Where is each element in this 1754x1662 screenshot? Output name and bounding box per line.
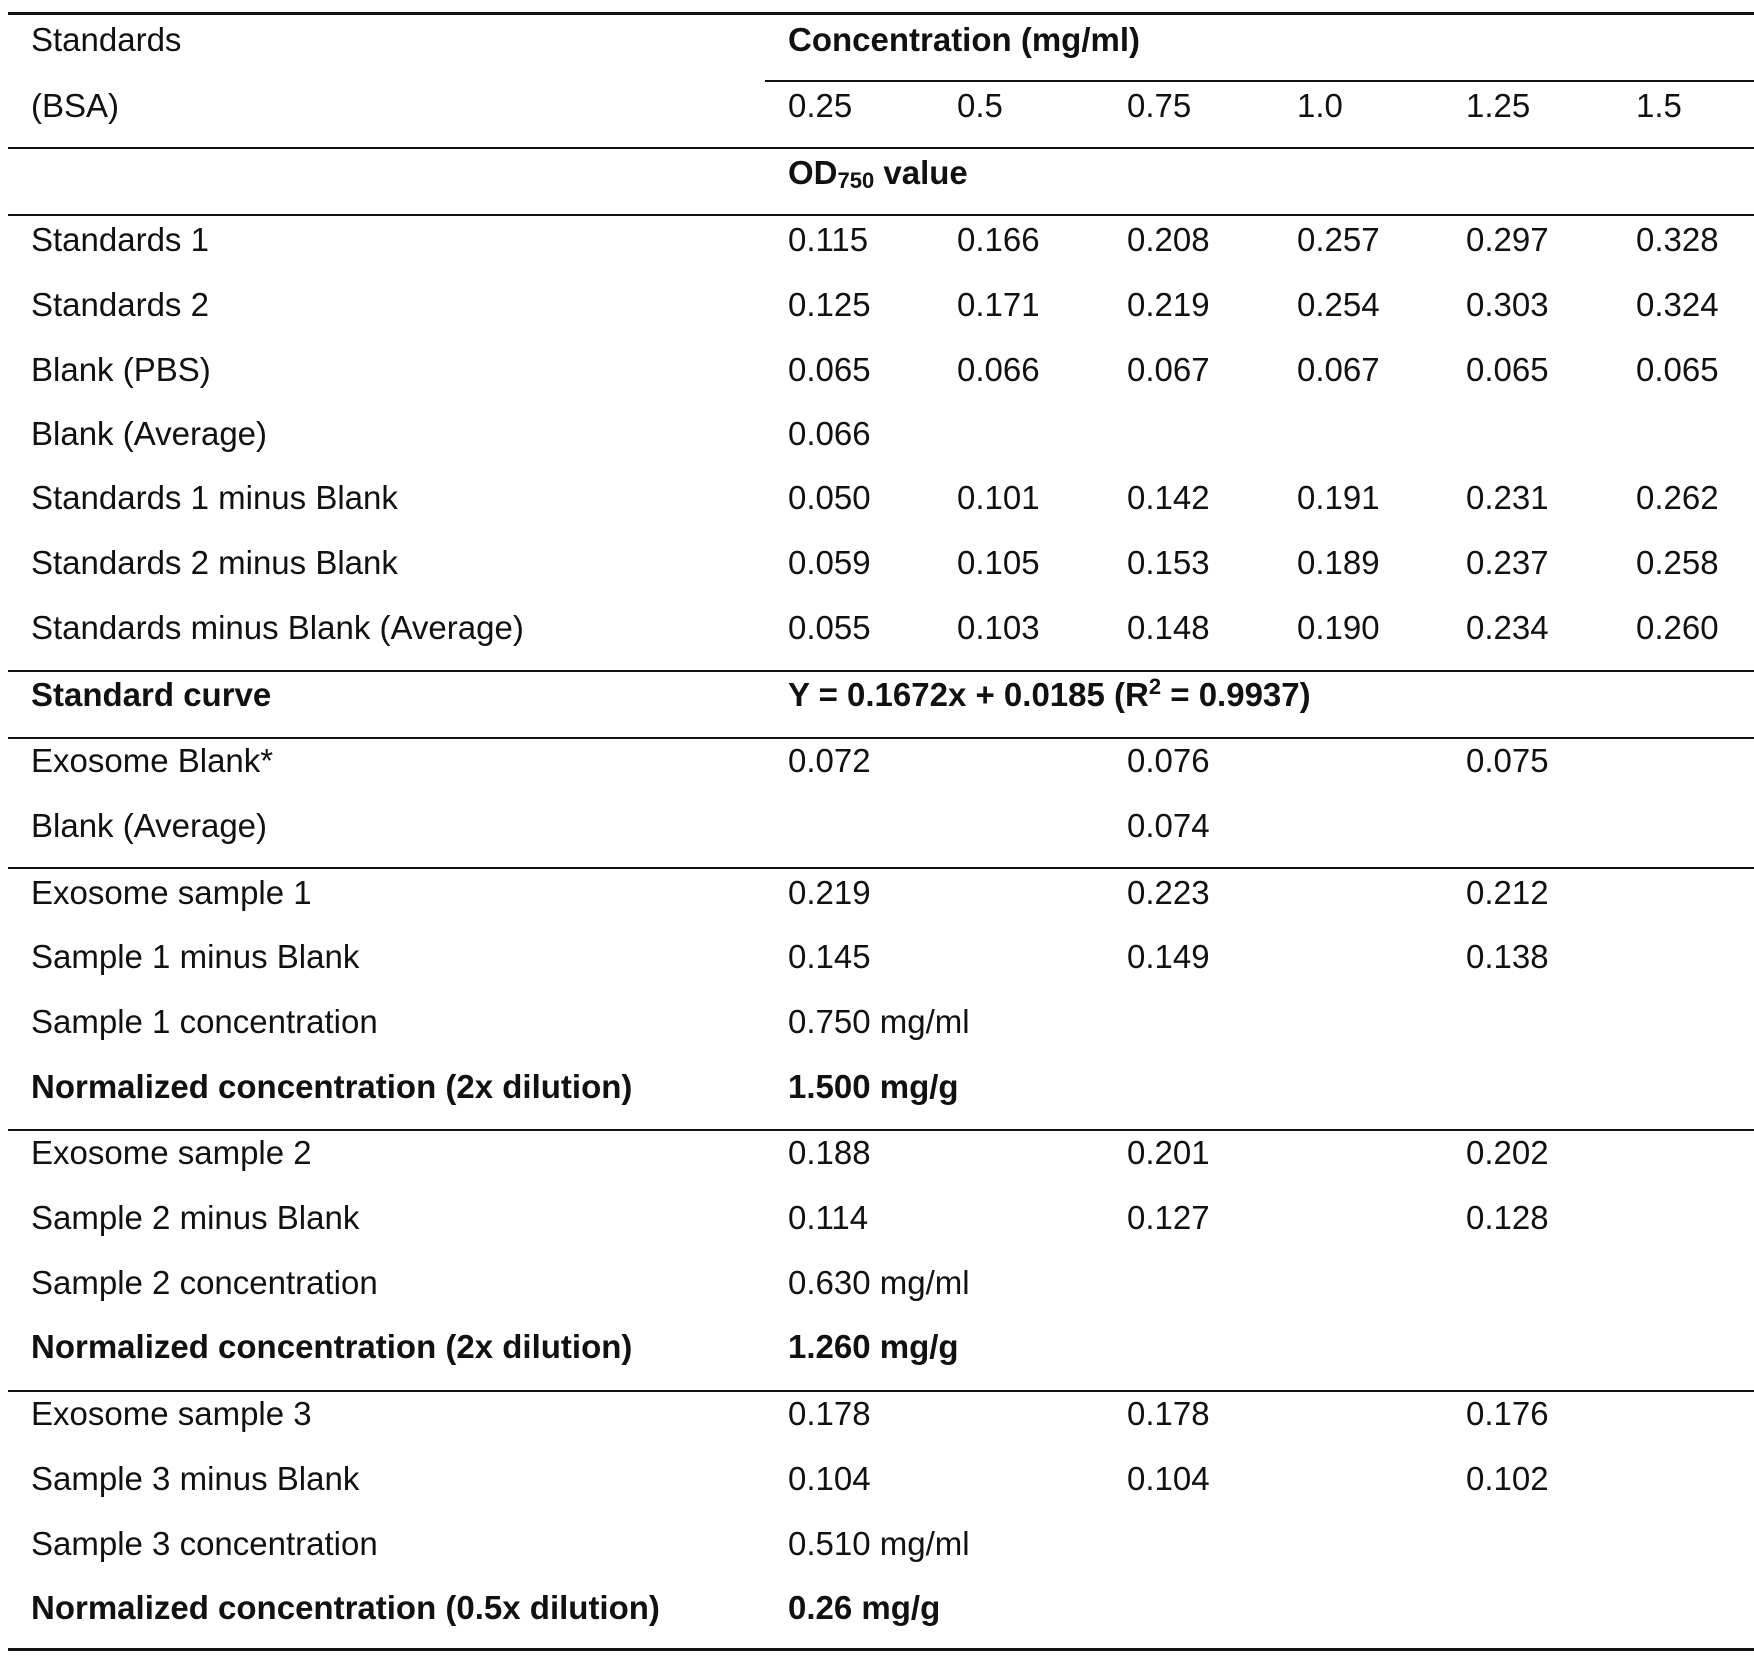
row-label: Exosome sample 3 — [31, 1395, 312, 1432]
table-cell: 0.189 — [1297, 544, 1380, 581]
table-cell: 0.254 — [1297, 286, 1380, 323]
header-label-line1: Standards — [31, 21, 182, 58]
exo-blank-rule — [8, 867, 1754, 869]
table-cell: 0.075 — [1466, 742, 1549, 779]
row-label: Sample 3 minus Blank — [31, 1460, 360, 1497]
row-label: Sample 2 minus Blank — [31, 1199, 360, 1236]
conc-header: 1.25 — [1466, 87, 1531, 124]
table-cell: 0.303 — [1466, 286, 1549, 323]
table-cell: 0.102 — [1466, 1460, 1549, 1497]
table-cell: 0.103 — [957, 609, 1040, 646]
table-cell: 0.178 — [1127, 1395, 1210, 1432]
table-cell: 0.237 — [1466, 544, 1549, 581]
conc-header: 0.5 — [957, 87, 1003, 124]
table-cell: 0.262 — [1636, 479, 1719, 516]
conc-header: 0.25 — [788, 87, 853, 124]
row-label: Sample 2 concentration — [31, 1264, 378, 1301]
row-label: Standards minus Blank (Average) — [31, 609, 524, 646]
conc-header: 1.5 — [1636, 87, 1682, 124]
table-cell: 0.202 — [1466, 1134, 1549, 1171]
row-label: Standards 2 minus Blank — [31, 544, 398, 581]
table-cell: 0.050 — [788, 479, 871, 516]
header-rule — [8, 147, 1754, 149]
table-cell: 0.065 — [1466, 351, 1549, 388]
curve-top-rule — [8, 670, 1754, 672]
table-cell: 0.066 — [788, 415, 871, 452]
table-cell: 0.072 — [788, 742, 871, 779]
table-cell: 0.105 — [957, 544, 1040, 581]
table-cell: 0.166 — [957, 221, 1040, 258]
od-suffix: value — [874, 154, 968, 191]
table-cell: 0.138 — [1466, 938, 1549, 975]
row-label: Sample 1 concentration — [31, 1003, 378, 1040]
table-cell: 0.149 — [1127, 938, 1210, 975]
table-cell: 0.190 — [1297, 609, 1380, 646]
table-cell: 0.328 — [1636, 221, 1719, 258]
table-cell: 0.127 — [1127, 1199, 1210, 1236]
table-cell: 0.145 — [788, 938, 871, 975]
table-cell: 0.153 — [1127, 544, 1210, 581]
curve-bottom-rule — [8, 737, 1754, 739]
sample3-rule — [8, 1390, 1754, 1392]
table-cell: 0.750 mg/ml — [788, 1003, 970, 1040]
row-label: Sample 3 concentration — [31, 1525, 378, 1562]
table-cell: 1.500 mg/g — [788, 1068, 959, 1105]
table-cell: 0.067 — [1297, 351, 1380, 388]
equation-suffix: = 0.9937) — [1161, 676, 1311, 713]
sample2-rule — [8, 1129, 1754, 1131]
table-cell: 0.223 — [1127, 874, 1210, 911]
table-cell: 0.219 — [1127, 286, 1210, 323]
equation-prefix: Y = 0.1672x + 0.0185 (R — [788, 676, 1149, 713]
table-cell: 0.231 — [1466, 479, 1549, 516]
table-cell: 0.114 — [788, 1199, 869, 1236]
concentration-rule — [765, 80, 1754, 82]
row-label: Normalized concentration (2x dilution) — [31, 1068, 633, 1105]
top-rule — [8, 12, 1754, 15]
table-cell: 0.065 — [1636, 351, 1719, 388]
equation-superscript: 2 — [1148, 674, 1162, 699]
row-label: Blank (Average) — [31, 807, 268, 844]
row-label: Standards 1 minus Blank — [31, 479, 398, 516]
row-label: Sample 1 minus Blank — [31, 938, 360, 975]
header-label-line2: (BSA) — [31, 87, 120, 124]
table-cell: 0.297 — [1466, 221, 1549, 258]
table-cell: 0.208 — [1127, 221, 1210, 258]
table-cell: 0.059 — [788, 544, 871, 581]
od-prefix: OD — [788, 154, 838, 191]
table-cell: 0.178 — [788, 1395, 871, 1432]
od-subscript: 750 — [837, 168, 875, 193]
table-cell: 0.066 — [957, 351, 1040, 388]
concentration-title: Concentration (mg/ml) — [788, 21, 1140, 58]
od-value-header — [788, 153, 968, 193]
row-label: Standards 2 — [31, 286, 209, 323]
table-cell: 0.188 — [788, 1134, 871, 1171]
od-rule — [8, 214, 1754, 216]
table-cell: 0.076 — [1127, 742, 1210, 779]
table-cell: 0.125 — [788, 286, 871, 323]
table-cell: 0.067 — [1127, 351, 1210, 388]
table-cell: 0.065 — [788, 351, 871, 388]
table-cell: 0.324 — [1636, 286, 1719, 323]
table-cell: 0.260 — [1636, 609, 1719, 646]
standard-curve-label: Standard curve — [31, 676, 272, 713]
table-cell: 0.219 — [788, 874, 871, 911]
table-cell: 0.258 — [1636, 544, 1719, 581]
row-label: Blank (Average) — [31, 415, 268, 452]
table-cell: 0.191 — [1297, 479, 1380, 516]
conc-header: 0.75 — [1127, 87, 1192, 124]
table-cell: 0.104 — [788, 1460, 871, 1497]
row-label: Standards 1 — [31, 221, 209, 258]
row-label: Normalized concentration (0.5x dilution) — [31, 1589, 660, 1626]
table-cell: 0.510 mg/ml — [788, 1525, 970, 1562]
table-cell: 0.115 — [788, 221, 869, 258]
table-cell: 0.148 — [1127, 609, 1210, 646]
table-cell: 0.104 — [1127, 1460, 1210, 1497]
conc-header: 1.0 — [1297, 87, 1343, 124]
row-label: Normalized concentration (2x dilution) — [31, 1328, 633, 1365]
table-cell: 0.128 — [1466, 1199, 1549, 1236]
table-cell: 0.234 — [1466, 609, 1549, 646]
table-cell: 0.26 mg/g — [788, 1589, 941, 1626]
row-label: Exosome sample 2 — [31, 1134, 312, 1171]
table-cell: 1.260 mg/g — [788, 1328, 959, 1365]
table-cell: 0.171 — [957, 286, 1040, 323]
table-cell: 0.142 — [1127, 479, 1210, 516]
row-label: Blank (PBS) — [31, 351, 211, 388]
bottom-rule — [8, 1648, 1754, 1651]
standard-curve-equation — [788, 675, 1311, 715]
table-cell: 0.257 — [1297, 221, 1380, 258]
row-label: Exosome Blank* — [31, 742, 274, 779]
table-cell: 0.074 — [1127, 807, 1210, 844]
table-cell: 0.101 — [957, 479, 1040, 516]
table-cell: 0.212 — [1466, 874, 1549, 911]
row-label: Exosome sample 1 — [31, 874, 312, 911]
table-cell: 0.055 — [788, 609, 871, 646]
table-cell: 0.201 — [1127, 1134, 1210, 1171]
table-cell: 0.176 — [1466, 1395, 1549, 1432]
table-cell: 0.630 mg/ml — [788, 1264, 970, 1301]
